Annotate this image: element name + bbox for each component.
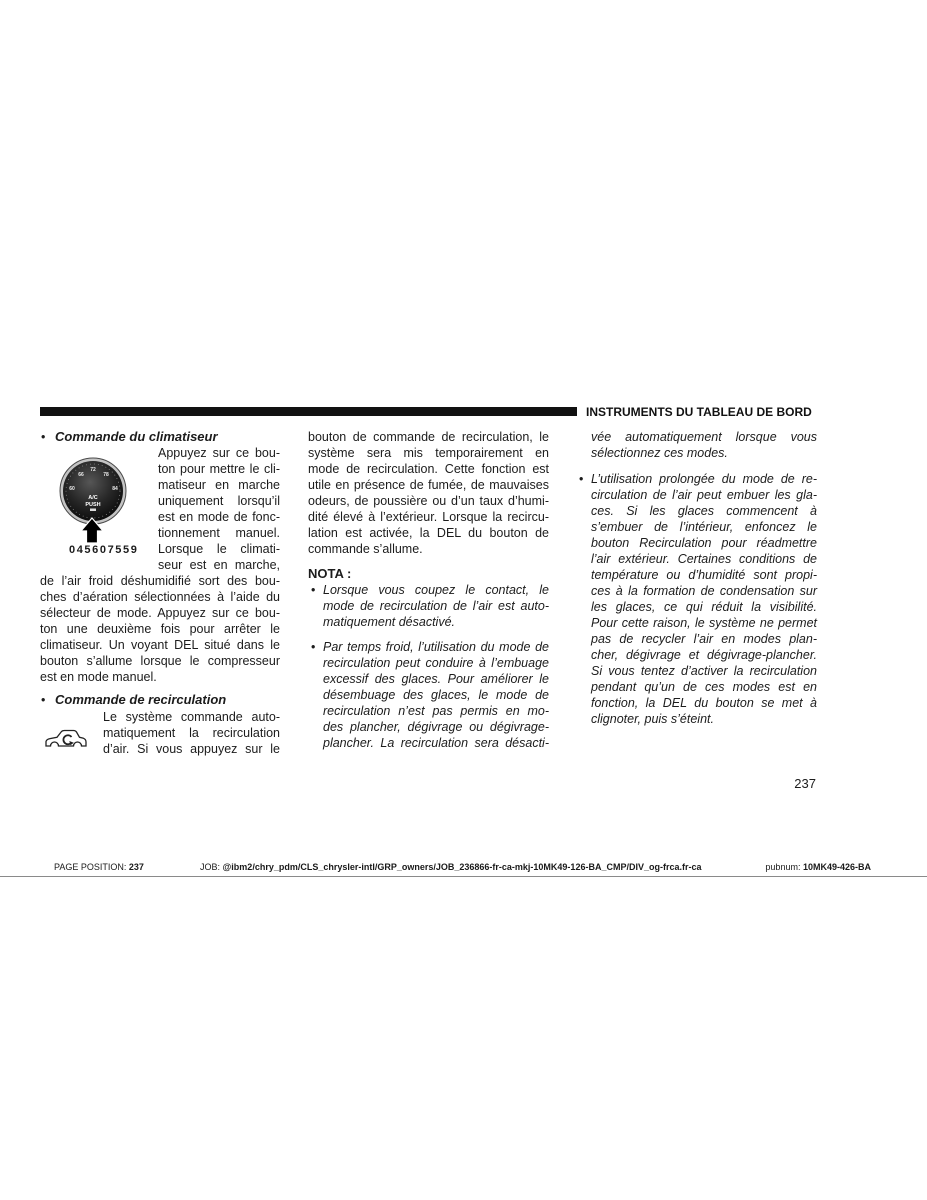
text-line: bouton Recirculation pour réadmettre — [591, 536, 817, 550]
text-line: Le système commande auto- — [103, 710, 280, 724]
dial-label: 60 — [69, 486, 75, 492]
text-line: Pour cette raison, le système ne permet — [591, 616, 817, 630]
text-line: sélectionnez ces modes. — [591, 446, 728, 460]
text-line: ton pour mettre le cli- — [158, 462, 280, 476]
text-line: tionnement manuel. — [158, 526, 280, 540]
page-position-value: 237 — [128, 862, 144, 872]
text-line: recirculation n’est pas permis en mo- — [323, 704, 549, 718]
text-line: Si vous tentez d’activer la recirculation — [591, 664, 817, 678]
text-line: pas de recycler l’air en modes plan- — [591, 632, 817, 646]
text-line: désembuage des glaces, le mode de — [323, 688, 549, 702]
ac-text-beside-figure — [158, 445, 280, 573]
text-line: des plancher, dégivrage ou dégivrage- — [323, 720, 549, 734]
text-line: sélecteur de mode. Appuyez sur ce bou- — [40, 606, 280, 620]
text-line: mode de recirculation de l’air est auto- — [323, 599, 549, 613]
bullet: • — [41, 430, 46, 444]
pubnum-value: 10MK49-426-BA — [802, 862, 871, 872]
text-line: est en mode manuel. — [40, 670, 157, 684]
text-line: température ou d’humidité sont propi- — [591, 568, 817, 582]
recirculation-control-heading: Commande de recirculation — [55, 692, 227, 707]
text-line: excessif des glaces. Pour améliorer le — [323, 672, 549, 686]
job-value: @ibm2/chry_pdm/CLS_chrysler-intl/GRP_owners/JOB_236866-fr-ca-mkj-10MK49-126-BA_CMP/DIV_og-frca.fr-ca — [222, 862, 702, 872]
dial-label: 66 — [78, 472, 84, 478]
note-item — [591, 471, 817, 727]
pubnum-label: pubnum: — [765, 862, 801, 872]
text-line: Lorsque vous coupez le contact, le — [323, 583, 549, 597]
text-line: matiseur en marche — [158, 478, 280, 492]
dial-label: 78 — [103, 472, 109, 478]
page-number: 237 — [794, 776, 816, 791]
text-line: cher, dégivrage et dégivrage-plancher. — [591, 648, 817, 662]
text-line: Par temps froid, l’utilisation du mode de — [323, 640, 549, 654]
header-rule — [40, 407, 577, 416]
figure-caption: 045607559 — [69, 544, 139, 556]
text-line: circulation de l’air peut embuer les gla- — [591, 488, 817, 502]
text-line: fonction, la DEL du bouton se met à — [591, 696, 817, 710]
bullet: • — [579, 472, 584, 486]
recirculation-car-icon — [44, 727, 88, 753]
led-indicator — [90, 509, 96, 512]
note-heading: NOTA : — [308, 566, 352, 581]
text-line: climatiseur. Un voyant DEL situé dans le — [40, 638, 280, 652]
pubnum — [765, 861, 871, 873]
footer-rule — [0, 876, 927, 877]
note-item — [323, 639, 549, 751]
page-position-label: PAGE POSITION: — [54, 862, 127, 872]
text-line: matiquement désactivé. — [323, 615, 456, 629]
text-line: bouton s’allume lorsque le compresseur — [40, 654, 280, 668]
text-line: seur est en marche, — [158, 558, 280, 572]
text-line: ton une deuxième fois pour arrêter le — [40, 622, 280, 636]
text-line: Lorsque le climati- — [158, 542, 280, 556]
job-label: JOB: — [200, 862, 221, 872]
text-line: pendant qu’un de ces modes est en — [591, 680, 817, 694]
text-line: Appuyez sur ce bou- — [158, 446, 280, 460]
text-line: s’embuer de l’intérieur, enfoncez le — [591, 520, 817, 534]
bullet: • — [311, 640, 316, 654]
text-line: mode de recirculation. Cette fonction est — [308, 462, 549, 476]
text-line: commande s’allume. — [308, 542, 423, 556]
text-line: d’air. Si vous appuyez sur le — [103, 742, 280, 756]
text-line: plancher. La recirculation sera désacti- — [323, 736, 549, 750]
text-line: utile en présence de fumée, de mauvaises — [308, 478, 549, 492]
text-line: système sera mis temporairement en — [308, 446, 549, 460]
text-line: l’air extérieur. Certaines conditions de — [591, 552, 817, 566]
ac-text-full-width — [40, 573, 280, 685]
recirculation-text-continued — [308, 429, 549, 557]
dial-label: 72 — [90, 467, 96, 473]
text-line: ches d’aération sélectionnées à l’aide du — [40, 590, 280, 604]
text-line: de l’air froid déshumidifié sort des bou- — [40, 574, 280, 588]
page-position — [54, 861, 144, 873]
text-line: ces à la formation de condensation sur — [591, 584, 817, 598]
text-line: odeurs, de poussière ou d’un taux d’humi- — [308, 494, 549, 508]
recirculation-text — [103, 709, 280, 757]
text-line: ces. Si les glaces commencent à — [591, 504, 817, 518]
text-line: lation est activée, la DEL du bouton de — [308, 526, 549, 540]
text-line: est en mode de fonc- — [158, 510, 280, 524]
text-line: L’utilisation prolongée du mode de re- — [591, 472, 817, 486]
text-line: clignoter, puis s’éteint. — [591, 712, 714, 726]
push-label: PUSH — [85, 502, 101, 508]
bullet: • — [41, 693, 46, 707]
text-line: les glaces, ce qui réduit la visibilité. — [591, 600, 817, 614]
text-line: matiquement la recirculation — [103, 726, 280, 740]
job-path — [200, 861, 701, 873]
text-line: uniquement lorsqu’il — [158, 494, 280, 508]
ac-button-label: A/C — [88, 495, 98, 501]
text-line: vée automatiquement lorsque vous — [591, 430, 817, 444]
ac-button-illustration — [55, 455, 130, 545]
note-item — [323, 582, 549, 630]
section-title: INSTRUMENTS DU TABLEAU DE BORD — [586, 405, 812, 419]
text-line: bouton de commande de recirculation, le — [308, 430, 549, 444]
text-line: recirculation peut conduire à l’embuage — [323, 656, 549, 670]
dial-label: 84 — [112, 486, 118, 492]
text-line: dité élevé à l’extérieur. Lorsque la recircu- — [308, 510, 549, 524]
note-item-continued — [591, 429, 817, 461]
bullet: • — [311, 583, 316, 597]
ac-control-heading: Commande du climatiseur — [55, 429, 218, 444]
